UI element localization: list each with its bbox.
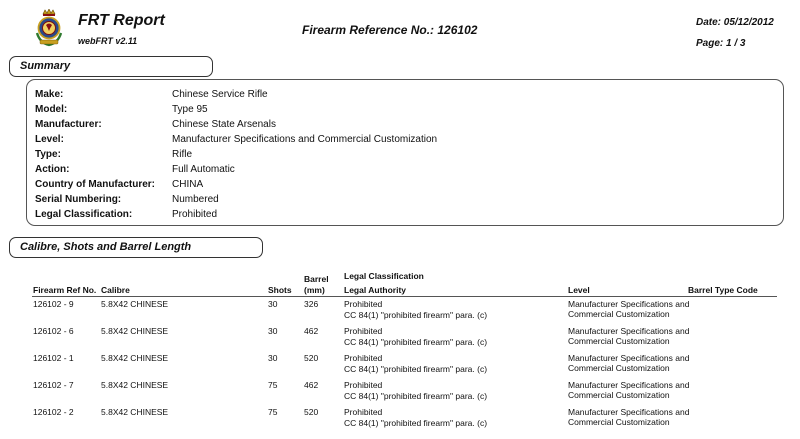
table-header-divider (32, 296, 777, 297)
cell-ref: 126102 - 2 (33, 407, 74, 417)
summary-label: Legal Classification: (35, 209, 133, 220)
summary-value: Prohibited (172, 209, 218, 220)
col-header-calibre: Calibre (101, 285, 130, 295)
col-header-shots: Shots (268, 285, 292, 295)
cell-ref: 126102 - 1 (33, 353, 74, 363)
col-header-legal-classification: Legal Classification (344, 271, 424, 281)
cell-ref: 126102 - 7 (33, 380, 74, 390)
cell-ref: 126102 - 9 (33, 299, 74, 309)
cell-legal-classification: Prohibited (344, 407, 383, 417)
col-header-level: Level (568, 285, 590, 295)
cell-level-cont: Commercial Customization (568, 417, 670, 427)
cell-legal-classification: Prohibited (344, 353, 383, 363)
summary-value: Type 95 (172, 104, 208, 115)
summary-value: Chinese Service Rifle (172, 89, 268, 100)
summary-label: Manufacturer: (35, 119, 102, 130)
summary-box (26, 79, 784, 226)
cell-legal-authority: CC 84(1) "prohibited firearm" para. (c) (344, 418, 488, 428)
summary-label: Serial Numbering: (35, 194, 122, 205)
summary-label: Type: (35, 149, 61, 160)
summary-label: Action: (35, 164, 70, 175)
firearm-reference-number: Firearm Reference No.: 126102 (302, 23, 478, 37)
cell-barrel: 520 (304, 353, 319, 363)
cell-shots: 30 (268, 353, 278, 363)
summary-value: Rifle (172, 149, 193, 160)
page-indicator: Page: 1 / 3 (696, 38, 746, 49)
col-header-legal-authority: Legal Authority (344, 285, 407, 295)
cell-calibre: 5.8X42 CHINESE (101, 299, 169, 309)
cell-ref: 126102 - 6 (33, 326, 74, 336)
cell-shots: 30 (268, 299, 278, 309)
cell-level: Manufacturer Specifications and (568, 326, 690, 336)
cell-level: Manufacturer Specifications and (568, 380, 690, 390)
cell-barrel: 462 (304, 326, 319, 336)
summary-label: Model: (35, 104, 68, 115)
cell-calibre: 5.8X42 CHINESE (101, 407, 169, 417)
calibre-section-heading: Calibre, Shots and Barrel Length (9, 237, 263, 258)
cell-barrel: 326 (304, 299, 319, 309)
cell-level-cont: Commercial Customization (568, 390, 670, 400)
cell-legal-authority: CC 84(1) "prohibited firearm" para. (c) (344, 364, 488, 374)
app-version: webFRT v2.11 (78, 36, 138, 46)
cell-level-cont: Commercial Customization (568, 363, 670, 373)
summary-label: Make: (35, 89, 64, 100)
cell-calibre: 5.8X42 CHINESE (101, 326, 169, 336)
cell-calibre: 5.8X42 CHINESE (101, 353, 169, 363)
cell-level-cont: Commercial Customization (568, 309, 670, 319)
summary-value: Full Automatic (172, 164, 235, 175)
col-header-barrel-type-code: Barrel Type Code (688, 285, 758, 295)
cell-level: Manufacturer Specifications and (568, 353, 690, 363)
cell-shots: 75 (268, 407, 278, 417)
cell-legal-authority: CC 84(1) "prohibited firearm" para. (c) (344, 391, 488, 401)
summary-label: Level: (35, 134, 64, 145)
col-header-barrel-unit: (mm) (304, 285, 325, 295)
summary-value: CHINA (172, 179, 204, 190)
report-title: FRT Report (78, 12, 165, 29)
cell-level-cont: Commercial Customization (568, 336, 670, 346)
rcmp-crest-logo (34, 9, 64, 47)
cell-barrel: 462 (304, 380, 319, 390)
col-header-barrel: Barrel (304, 274, 329, 284)
col-header-ref: Firearm Ref No. (33, 285, 97, 295)
cell-legal-classification: Prohibited (344, 326, 383, 336)
cell-calibre: 5.8X42 CHINESE (101, 380, 169, 390)
cell-legal-authority: CC 84(1) "prohibited firearm" para. (c) (344, 310, 488, 320)
cell-barrel: 520 (304, 407, 319, 417)
summary-heading: Summary (9, 56, 213, 77)
cell-level: Manufacturer Specifications and (568, 407, 690, 417)
report-date: Date: 05/12/2012 (696, 17, 774, 28)
summary-value: Manufacturer Specifications and Commercial Customization (172, 134, 438, 145)
cell-legal-classification: Prohibited (344, 299, 383, 309)
cell-legal-authority: CC 84(1) "prohibited firearm" para. (c) (344, 337, 488, 347)
summary-value: Numbered (172, 194, 219, 205)
summary-label: Country of Manufacturer: (35, 179, 155, 190)
cell-shots: 75 (268, 380, 278, 390)
cell-legal-classification: Prohibited (344, 380, 383, 390)
cell-shots: 30 (268, 326, 278, 336)
summary-value: Chinese State Arsenals (172, 119, 276, 130)
cell-level: Manufacturer Specifications and (568, 299, 690, 309)
